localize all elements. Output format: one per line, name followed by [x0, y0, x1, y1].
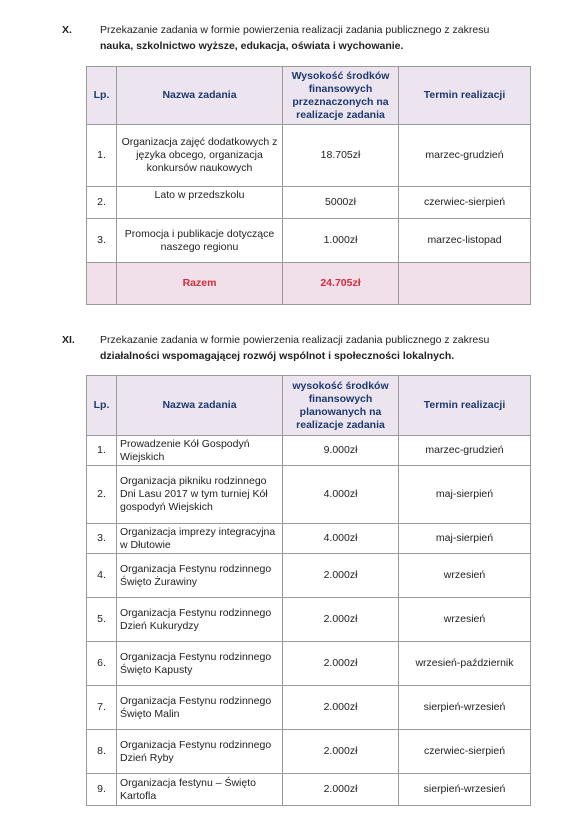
table-x-header-row: [87, 67, 531, 125]
section-x-line1: Przekazanie zadania w formie powierzenia realizacji zadania publicznego z zakresu: [100, 24, 490, 36]
row-name: Organizacja Festynu rodzinnego Święto Malin: [117, 686, 283, 730]
section-x-title: [100, 22, 560, 54]
total-lp-empty: [87, 263, 117, 305]
table-xi-header-name: Nazwa zadania: [117, 376, 283, 436]
row-term: sierpień-wrzesień: [399, 686, 531, 730]
row-amount: 5000zł: [283, 187, 399, 219]
total-label: Razem: [117, 263, 283, 305]
row-term: wrzesień-październik: [399, 642, 531, 686]
table-row: [87, 436, 531, 466]
table-row: [87, 730, 531, 774]
table-x-header-amount: Wysokość środków finansowych przeznaczonych na realizacje zadania: [283, 67, 399, 125]
row-lp: 5.: [87, 598, 117, 642]
row-term: marzec-grudzień: [399, 436, 531, 466]
row-name: Organizacja imprezy integracyjna w Dłutowie: [117, 524, 283, 554]
row-lp: 3.: [87, 219, 117, 263]
row-name: Prowadzenie Kół Gospodyń Wiejskich: [117, 436, 283, 466]
row-amount: 2.000zł: [283, 686, 399, 730]
row-name: Organizacja Festynu rodzinnego Dzień Kukurydzy: [117, 598, 283, 642]
row-term: czerwiec-sierpień: [399, 730, 531, 774]
table-x-header-term: Termin realizacji: [399, 67, 531, 125]
table-row: [87, 524, 531, 554]
row-term: marzec-grudzień: [399, 125, 531, 187]
row-name: Promocja i publikacje dotyczące naszego regionu: [117, 219, 283, 263]
section-xi-number: XI.: [62, 334, 75, 346]
table-row: [87, 466, 531, 524]
total-term-empty: [399, 263, 531, 305]
table-x-header-name: Nazwa zadania: [117, 67, 283, 125]
section-x-number: X.: [62, 24, 72, 36]
row-name: Organizacja Festynu rodzinnego Święto Kapusty: [117, 642, 283, 686]
row-name: Organizacja zajęć dodatkowych z języka obcego, organizacja konkursów naukowych: [117, 125, 283, 187]
row-amount: 2.000zł: [283, 598, 399, 642]
table-xi-header-amount: wysokość środków finansowych planowanych na realizacje zadania: [283, 376, 399, 436]
total-amount: 24.705zł: [283, 263, 399, 305]
row-name: Lato w przedszkolu: [117, 187, 283, 219]
row-lp: 9.: [87, 774, 117, 806]
row-amount: 4.000zł: [283, 524, 399, 554]
row-term: maj-sierpień: [399, 524, 531, 554]
row-amount: 2.000zł: [283, 642, 399, 686]
section-x-line2: nauka, szkolnictwo wyższe, edukacja, oświata i wychowanie.: [100, 40, 404, 52]
row-lp: 2.: [87, 466, 117, 524]
table-row: [87, 686, 531, 730]
row-name: Organizacja Festynu rodzinnego Święto Żurawiny: [117, 554, 283, 598]
row-amount: 2.000zł: [283, 554, 399, 598]
table-row: [87, 642, 531, 686]
table-x: [86, 66, 531, 305]
table-x-header-lp: Lp.: [87, 67, 117, 125]
row-amount: 2.000zł: [283, 774, 399, 806]
table-xi-header-lp: Lp.: [87, 376, 117, 436]
row-name: Organizacja festynu – Święto Kartofla: [117, 774, 283, 806]
row-term: czerwiec-sierpień: [399, 187, 531, 219]
table-row: [87, 125, 531, 187]
table-row: [87, 219, 531, 263]
row-name: Organizacja Festynu rodzinnego Dzień Ryby: [117, 730, 283, 774]
section-xi-title: [100, 332, 560, 364]
row-term: marzec-listopad: [399, 219, 531, 263]
row-name: Organizacja pikniku rodzinnego Dni Lasu 2017 w tym turniej Kół gospodyń Wiejskich: [117, 466, 283, 524]
table-row: [87, 598, 531, 642]
table-row: [87, 554, 531, 598]
row-term: sierpień-wrzesień: [399, 774, 531, 806]
table-x-total-row: [87, 263, 531, 305]
row-lp: 2.: [87, 187, 117, 219]
row-term: wrzesień: [399, 554, 531, 598]
table-row: [87, 187, 531, 219]
row-amount: 1.000zł: [283, 219, 399, 263]
row-term: wrzesień: [399, 598, 531, 642]
row-amount: 18.705zł: [283, 125, 399, 187]
row-amount: 9.000zł: [283, 436, 399, 466]
row-lp: 3.: [87, 524, 117, 554]
row-lp: 7.: [87, 686, 117, 730]
row-amount: 2.000zł: [283, 730, 399, 774]
table-xi-header-row: [87, 376, 531, 436]
table-xi: [86, 375, 531, 806]
section-xi-line2: działalności wspomagającej rozwój wspólnot i społeczności lokalnych.: [100, 350, 455, 362]
row-lp: 8.: [87, 730, 117, 774]
row-lp: 1.: [87, 125, 117, 187]
row-lp: 1.: [87, 436, 117, 466]
table-xi-header-term: Termin realizacji: [399, 376, 531, 436]
row-amount: 4.000zł: [283, 466, 399, 524]
row-term: maj-sierpień: [399, 466, 531, 524]
row-lp: 4.: [87, 554, 117, 598]
table-row: [87, 774, 531, 806]
row-lp: 6.: [87, 642, 117, 686]
section-xi-line1: Przekazanie zadania w formie powierzenia realizacji zadania publicznego z zakresu: [100, 334, 490, 346]
